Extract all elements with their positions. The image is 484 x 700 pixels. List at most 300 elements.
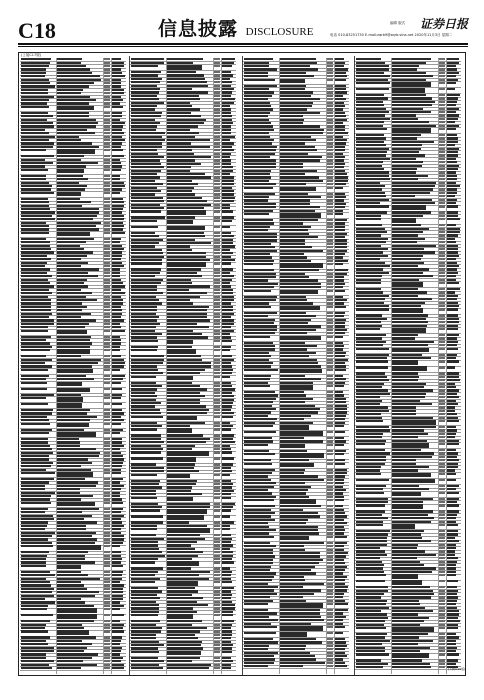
table-cell-text: [244, 536, 274, 538]
table-cell-text: [244, 425, 273, 427]
table-cell-text: [439, 524, 445, 526]
table-cell-text: [356, 366, 388, 368]
table-cell-text: [447, 128, 456, 130]
table-caption: (上接C17版): [21, 53, 42, 57]
table-cell-text: [112, 630, 124, 632]
table-cell-text: [392, 574, 418, 579]
table-cell-text: [167, 376, 193, 381]
table-cell-text: [356, 479, 389, 481]
table-cell-text: [131, 349, 157, 351]
table-cell-text: [57, 545, 101, 550]
table-cell-text: [280, 306, 320, 311]
table-cell-text: [131, 528, 157, 530]
table-cell-text: [439, 282, 445, 284]
page-number: C18: [18, 18, 56, 43]
table-cell-text: [131, 561, 155, 563]
table-row: [130, 667, 236, 670]
table-cell-text: [222, 528, 230, 530]
table-cell-text: [280, 187, 316, 192]
table-cell-text: [392, 473, 431, 478]
table-cell-text: [447, 88, 455, 90]
table-cell-text: [112, 388, 122, 390]
table-cell-text: [167, 457, 196, 462]
table-cell-text: [280, 290, 318, 295]
table-cell-text: [57, 149, 95, 154]
table-cell-text: [131, 515, 163, 517]
table-cell-text: [392, 420, 436, 425]
table-cell-text: [392, 82, 431, 87]
table-cell-text: [447, 524, 458, 526]
table-cell-text: [57, 608, 97, 613]
table-cell-text: [244, 213, 269, 215]
table-cell-text: [131, 428, 157, 430]
table-cell-text: [244, 499, 274, 501]
table-cell-text: [131, 614, 158, 616]
table-cell-text: [222, 262, 231, 264]
table-cell-text: [214, 376, 220, 378]
table-cell-text: [447, 82, 456, 84]
table-cell-text: [222, 340, 232, 342]
table-cell-text: [57, 169, 84, 174]
table-cell-text: [439, 308, 445, 310]
table-cell-text: [356, 308, 389, 310]
table-cell-text: [222, 210, 233, 212]
table-row: [355, 666, 461, 669]
table-cell-text: [335, 431, 345, 433]
table-cell-text: [112, 330, 125, 332]
table-cell-text: [335, 263, 343, 265]
table-cell-text: [335, 632, 343, 634]
table-cell-text: [222, 457, 234, 459]
table-cell-text: [280, 632, 307, 637]
table-cell-text: [280, 453, 324, 458]
table-cell-text: [447, 492, 458, 494]
table-cell-text: [335, 306, 346, 308]
table-cell-text: [21, 423, 50, 425]
table-cell-text: [104, 502, 110, 504]
table-cell-text: [447, 479, 456, 481]
table-cell-text: [356, 205, 389, 207]
table-cell-text: [335, 453, 344, 455]
table-cell-text: [104, 423, 110, 425]
table-cell-text: [447, 328, 458, 330]
table-cell-text: [392, 128, 431, 133]
table-cell-text: [244, 463, 272, 465]
table-cell-text: [214, 528, 220, 530]
table-cell-text: [335, 603, 348, 605]
table-cell-text: [335, 369, 346, 371]
table-cell-text: [392, 328, 426, 333]
table-cell-text: [57, 369, 93, 374]
table-cell-text: [356, 82, 390, 84]
table-cell-text: [439, 653, 445, 655]
section-title: [158, 20, 313, 39]
table-cell-text: [131, 457, 163, 459]
table-cell-text: [104, 232, 110, 234]
table-cell-text: [392, 348, 429, 353]
table-cell-text: [280, 431, 323, 436]
table-cell-text: [244, 444, 268, 446]
table-cell-text: [131, 220, 157, 222]
table-cell-text: [57, 382, 82, 387]
table-cell-text: [280, 213, 321, 218]
table-cell-text: [104, 369, 110, 371]
table-cell-text: [280, 425, 309, 430]
table-cell-text: [335, 463, 345, 465]
table-cell-text: [112, 502, 123, 504]
table-cell-text: [214, 581, 220, 583]
table-cell-text: [392, 282, 423, 287]
table-cell-text: [21, 169, 48, 171]
table-cell-text: [57, 432, 96, 437]
table-cell-text: [112, 472, 121, 474]
table-cell-text: [280, 263, 323, 268]
table-cell-text: [112, 349, 120, 351]
table-cell-text: [356, 348, 389, 350]
table-cell-text: [214, 65, 220, 67]
table-cell-text: [104, 472, 110, 474]
table-cell-text: [327, 213, 333, 215]
table-cell-text: [21, 192, 54, 194]
table-cell-text: [356, 88, 389, 90]
table-cell-text: [167, 561, 199, 566]
table-cell-text: [131, 474, 157, 476]
table-cell-text: [447, 348, 458, 350]
table-column-1: [20, 58, 126, 674]
table-cell-text: [439, 328, 445, 330]
table-cell-text: [447, 627, 458, 629]
table-cell-text: [21, 565, 46, 567]
table-cell-text: [244, 306, 271, 308]
table-cell-text: [327, 306, 333, 308]
table-cell-text: [104, 192, 110, 194]
table-cell-text: [214, 220, 220, 222]
table-cell-text: [335, 499, 344, 501]
table-cell-text: [439, 88, 445, 90]
table-cell-text: [280, 444, 305, 449]
table-cell-text: [104, 630, 110, 632]
table-cell-text: [222, 220, 232, 222]
table-cell-text: [447, 205, 457, 207]
table-cell-text: [222, 497, 231, 499]
table-cell-text: [335, 536, 347, 538]
table-cell-text: [21, 382, 47, 384]
table-cell-text: [356, 443, 385, 445]
table-cell-text: [439, 360, 445, 362]
table-cell-text: [214, 226, 220, 228]
table-cell-text: [222, 515, 230, 517]
table-cell-text: [327, 463, 333, 465]
table-cell-text: [356, 218, 381, 220]
table-cell-text: [112, 106, 123, 108]
table-cell-text: [447, 282, 459, 284]
table-cell-text: [21, 502, 51, 504]
table-cell-text: [439, 492, 445, 494]
table-cell-text: [439, 443, 445, 445]
table-cell-text: [447, 443, 459, 445]
table-cell-text: [104, 614, 110, 616]
table-cell-text: [21, 545, 53, 547]
table-cell-text: [57, 614, 97, 619]
table-cell-text: [356, 420, 383, 422]
table-cell-text: [214, 561, 220, 563]
table-cell-text: [222, 614, 233, 616]
table-cell-text: [335, 385, 344, 387]
table-cell-text: [57, 423, 89, 428]
table-cell-text: [214, 210, 220, 212]
table-cell-text: [280, 603, 323, 608]
table-cell-text: [392, 580, 422, 585]
table-cell-text: [244, 626, 277, 628]
table-cell-text: [447, 420, 459, 422]
table-cell-text: [335, 290, 345, 292]
table-cell-text: [439, 479, 445, 481]
table-cell-text: [327, 536, 333, 538]
table-cell-text: [131, 451, 161, 453]
table-cell-text: [327, 336, 333, 338]
table-cell-text: [439, 504, 445, 506]
section-title-cn: 信息披露: [158, 18, 239, 40]
table-cell-text: [104, 149, 110, 151]
table-cell-text: [104, 330, 110, 332]
table-cell-text: [214, 509, 220, 511]
table-cell-text: [447, 653, 459, 655]
table-cell-text: [356, 128, 387, 130]
table-cell-text: [214, 474, 220, 476]
table-cell-text: [112, 565, 123, 567]
table-cell-text: [439, 205, 445, 207]
table-cell-text: [167, 509, 207, 514]
table-cell-text: [280, 626, 323, 631]
table-cell-text: [392, 205, 426, 210]
table-cell-text: [392, 218, 416, 223]
header-rule-thin: [18, 46, 468, 47]
table-cell-text: [112, 614, 124, 616]
table-cell-text: [392, 627, 434, 632]
table-cell-text: [131, 651, 159, 653]
table-cell-text: [335, 213, 343, 215]
table-cell-text: [104, 382, 110, 384]
table-cell-text: [356, 580, 385, 582]
table-cell-text: [57, 565, 81, 570]
table-cell-text: [104, 169, 110, 171]
table-cell-text: [131, 262, 162, 264]
table-cell-text: [327, 499, 333, 501]
table-cell-text: [327, 453, 333, 455]
table-cell-text: [439, 82, 445, 84]
table-cell-text: [112, 382, 121, 384]
table-cell-text: [131, 340, 158, 342]
table-cell-text: [392, 479, 435, 484]
table-cell-text: [131, 65, 158, 67]
footer-note: (下转C19版): [448, 667, 466, 671]
table-cell-text: [104, 388, 110, 390]
table-cell-text: [447, 473, 456, 475]
table-cell-text: [439, 128, 445, 130]
table-cell-text: [214, 651, 220, 653]
table-cell-text: [439, 420, 445, 422]
table-cell-text: [214, 340, 220, 342]
contact-line: 电话 010-83251730 E-mail:zqrb9@zqrb.sina.net 2020年11月3日 星期二: [330, 33, 453, 37]
table-cell-text: [21, 432, 49, 434]
table-cell-text: [167, 451, 209, 456]
table-cell-text: [21, 330, 48, 332]
table-cell-text: [280, 336, 321, 341]
table-cell-text: [104, 106, 110, 108]
table-cell-text: [21, 369, 48, 371]
table-cell-text: [327, 369, 333, 371]
table-cell-text: [222, 581, 232, 583]
table-cell-text: [21, 106, 49, 108]
table-cell-text: [214, 349, 220, 351]
table-cell-text: [356, 328, 380, 330]
table-cell-text: [244, 336, 270, 338]
table-cell-text: [131, 416, 163, 418]
table-column-3: [243, 58, 349, 674]
table-cell-text: [57, 403, 82, 408]
table-cell-text: [57, 192, 81, 197]
table-cell-text: [327, 263, 333, 265]
table-cell-text: [131, 509, 160, 511]
table-cell-text: [112, 403, 122, 405]
table-cell-text: [280, 463, 314, 468]
table-cell-text: [222, 416, 233, 418]
table-cell-text: [439, 627, 445, 629]
table-cell-text: [439, 218, 445, 220]
table-cell-text: [167, 428, 192, 433]
table-cell-text: [112, 192, 120, 194]
table-cell-text: [447, 580, 458, 582]
table-cell-text: [104, 349, 110, 351]
table-cell-text: [327, 603, 333, 605]
table-cell-text: [356, 574, 386, 576]
table-cell-text: [167, 220, 193, 225]
table-cell-text: [356, 524, 383, 526]
table-cell-text: [21, 403, 48, 405]
table-cell-text: [21, 232, 49, 234]
table-cell-text: [222, 428, 231, 430]
table-cell-text: [335, 444, 343, 446]
table-cell-text: [214, 262, 220, 264]
table-cell-text: [392, 88, 425, 93]
table-column-2: [130, 58, 236, 674]
table-cell-text: [214, 428, 220, 430]
table-cell-text: [280, 385, 313, 390]
table-cell-text: [214, 497, 220, 499]
table-cell-text: [244, 187, 273, 189]
table-cell-text: [222, 376, 230, 378]
table-cell-text: [167, 262, 206, 267]
table-cell-text: [280, 79, 305, 84]
table-cell-text: [244, 453, 275, 455]
table-cell-text: [214, 451, 220, 453]
table-cell-text: [112, 423, 121, 425]
table-cell-text: [21, 388, 47, 390]
table-cell-text: [21, 614, 53, 616]
section-title-en: DISCLOSURE: [245, 26, 314, 38]
table-cell-text: [57, 330, 87, 335]
table-cell-text: [327, 425, 333, 427]
table-cell-text: [392, 504, 423, 509]
table-cell-text: [112, 169, 121, 171]
table-cell-text: [392, 524, 415, 529]
table-cell-text: [280, 536, 309, 541]
table-cell-text: [356, 492, 384, 494]
table-cell-text: [222, 65, 231, 67]
table-cell-text: [335, 425, 344, 427]
table-cell-text: [222, 509, 231, 511]
table-cell-text: [447, 366, 455, 368]
table-cell-text: [356, 627, 386, 629]
table-row: [20, 667, 126, 670]
table-cell-text: [447, 504, 459, 506]
table-cell-text: [356, 653, 389, 655]
table-cell-text: [222, 451, 232, 453]
table-cell-text: [327, 431, 333, 433]
table-cell-text: [439, 574, 445, 576]
table-cell-text: [244, 385, 270, 387]
table-cell-text: [104, 565, 110, 567]
table-cell-text: [112, 545, 120, 547]
table-cell-text: [327, 385, 333, 387]
table-cell-text: [131, 376, 156, 378]
table-cell-text: [244, 632, 276, 634]
table-cell-text: [439, 348, 445, 350]
table-cell-text: [244, 431, 276, 433]
table-cell-text: [131, 581, 155, 583]
table-cell-text: [356, 360, 388, 362]
table-cell-text: [167, 226, 205, 231]
table-cell-text: [57, 630, 89, 635]
table-cell-text: [447, 574, 456, 576]
table-cell-text: [356, 473, 381, 475]
table-cell-text: [112, 369, 120, 371]
table-cell-text: [447, 308, 457, 310]
table-cell-text: [327, 79, 333, 81]
table-cell-text: [167, 340, 193, 345]
table-cell-text: [447, 360, 459, 362]
table-cell-text: [167, 65, 202, 70]
table-cell-text: [439, 366, 445, 368]
masthead-logo: 证券日报: [420, 17, 469, 31]
table-cell-text: [439, 580, 445, 582]
table-cell-text: [21, 472, 55, 474]
table-cell-text: [167, 614, 193, 619]
table-cell-text: [112, 397, 121, 399]
table-cell-text: [167, 515, 204, 520]
table-row: [243, 665, 349, 668]
table-cell-text: [112, 608, 120, 610]
table-cell-text: [214, 614, 220, 616]
table-cell-text: [244, 263, 273, 265]
table-column-4: [355, 58, 461, 674]
table-cell-text: [57, 397, 83, 402]
table-cell-text: [335, 336, 343, 338]
table-cell-text: [327, 632, 333, 634]
table-cell-text: [392, 366, 427, 371]
table-cell-text: [392, 360, 418, 365]
header-rule-thick: [18, 43, 468, 45]
table-cell-text: [327, 626, 333, 628]
table-cell-text: [21, 397, 46, 399]
table-cell-text: [104, 397, 110, 399]
table-cell-text: [104, 432, 110, 434]
table-cell-text: [21, 630, 48, 632]
table-cell-text: [57, 502, 95, 507]
table-cell-text: [167, 651, 201, 656]
table-cell-text: [21, 149, 46, 151]
table-cell-text: [356, 282, 381, 284]
